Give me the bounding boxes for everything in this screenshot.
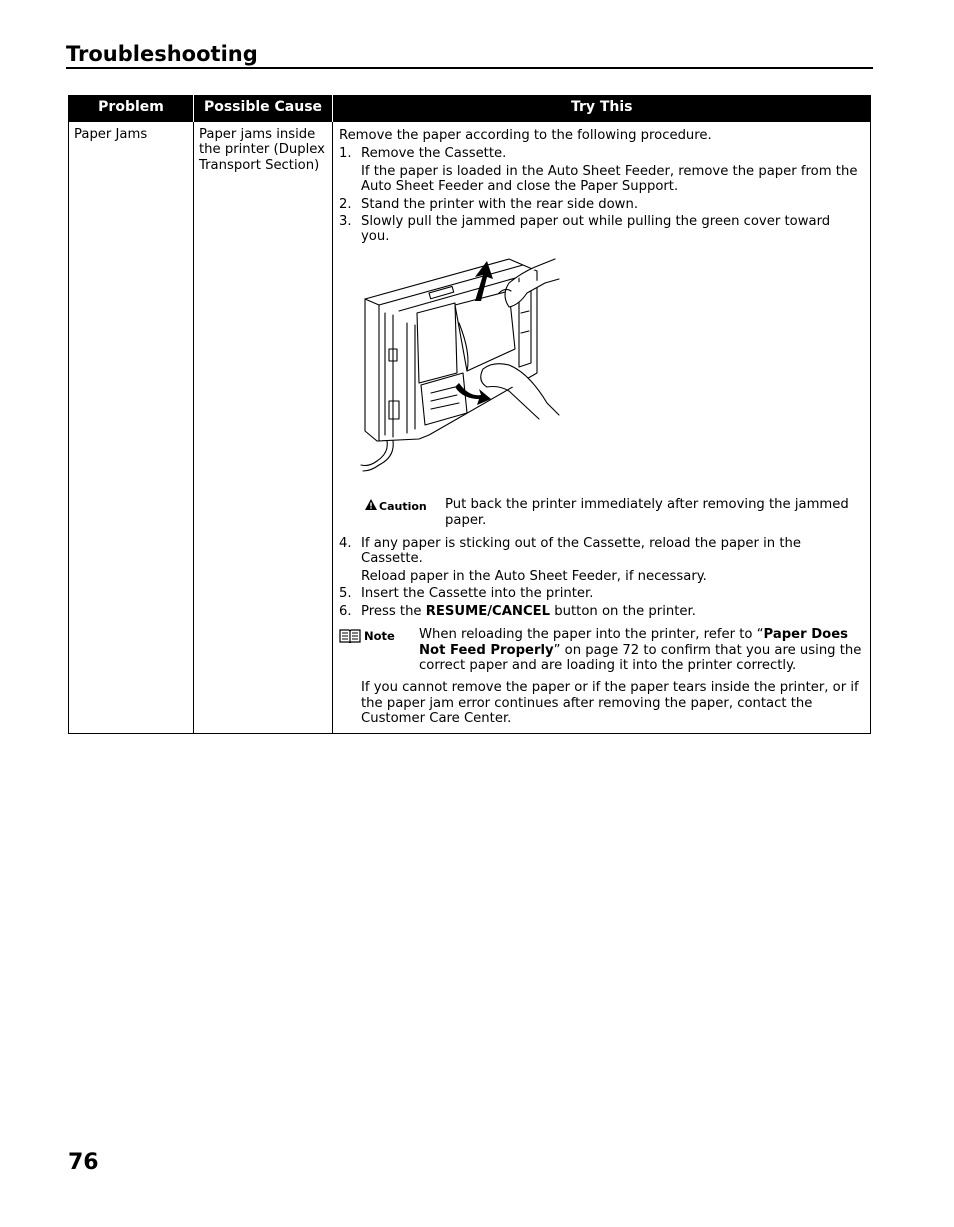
note-label: Note [364,629,395,644]
step-2 [339,197,862,212]
step-3 [339,214,862,245]
warning-triangle-icon [365,499,377,510]
page-number: 76 [68,1150,99,1175]
step-6 [339,604,862,619]
cause-cell: Paper jams inside the printer (Duplex Transport Section) [194,122,333,734]
step-number: 3. [339,214,352,230]
title-rule [66,67,873,69]
page-title: Troubleshooting [66,42,258,66]
step-number: 4. [339,536,352,552]
note-box [339,627,862,673]
step-subtext: If the paper is loaded in the Auto Sheet Feeder, remove the paper from the Auto Sheet Feeder and close the Paper Support. [361,163,858,195]
caution-box [339,497,862,528]
printer-paper-jam-illustration [359,253,569,477]
step-number: 1. [339,146,352,162]
procedure-intro: Remove the paper according to the following procedure. [339,128,712,143]
note-text-after: ” on page 72 to confirm that you are using the correct paper and are loading it into the printer correctly. [419,642,862,673]
step-number: 5. [339,586,352,602]
step-text: If any paper is sticking out of the Cassette, reload the paper in the Cassette. [361,536,801,567]
header-possible-cause: Possible Cause [194,95,333,122]
step-text: Slowly pull the jammed paper out while pulling the green cover toward you. [361,214,831,245]
table-row [69,122,871,734]
step-text: Insert the Cassette into the printer. [361,586,594,602]
steps-list-2 [339,536,862,619]
step-4 [339,536,862,584]
paper-feed-link[interactable]: Paper Does Not Feed Properly [419,627,849,658]
step-subtext: Reload paper in the Auto Sheet Feeder, if necessary. [361,568,707,584]
note-text [419,627,862,673]
step-number: 6. [339,603,352,619]
step-5 [339,586,862,601]
contact-info-text: If you cannot remove the paper or if the paper tears inside the printer, or if the paper jam error continues after removing the paper, contact the Customer Care Center. [361,680,859,727]
try-this-cell [333,122,871,734]
caution-label: Caution [379,500,427,514]
step-text-before: Press the [361,603,426,619]
header-problem: Problem [69,95,194,122]
step-1 [339,146,862,194]
step-text-after: button on the printer. [550,603,696,619]
step-number: 2. [339,196,352,212]
caution-label-group [339,497,445,528]
table-header-row [69,95,871,122]
book-icon [339,629,361,643]
step-text: Remove the Cassette. [361,146,507,162]
note-text-before: When reloading the paper into the printer, refer to “ [419,627,764,643]
steps-list-1 [339,146,862,244]
troubleshooting-table [68,95,871,734]
resume-cancel-button-name: RESUME/CANCEL [425,603,551,619]
problem-cell: Paper Jams [69,122,194,734]
header-try-this: Try This [333,95,871,122]
caution-text: Put back the printer immediately after removing the jammed paper. [445,497,849,528]
step-text: Stand the printer with the rear side down. [361,196,639,212]
note-label-group [339,627,419,673]
